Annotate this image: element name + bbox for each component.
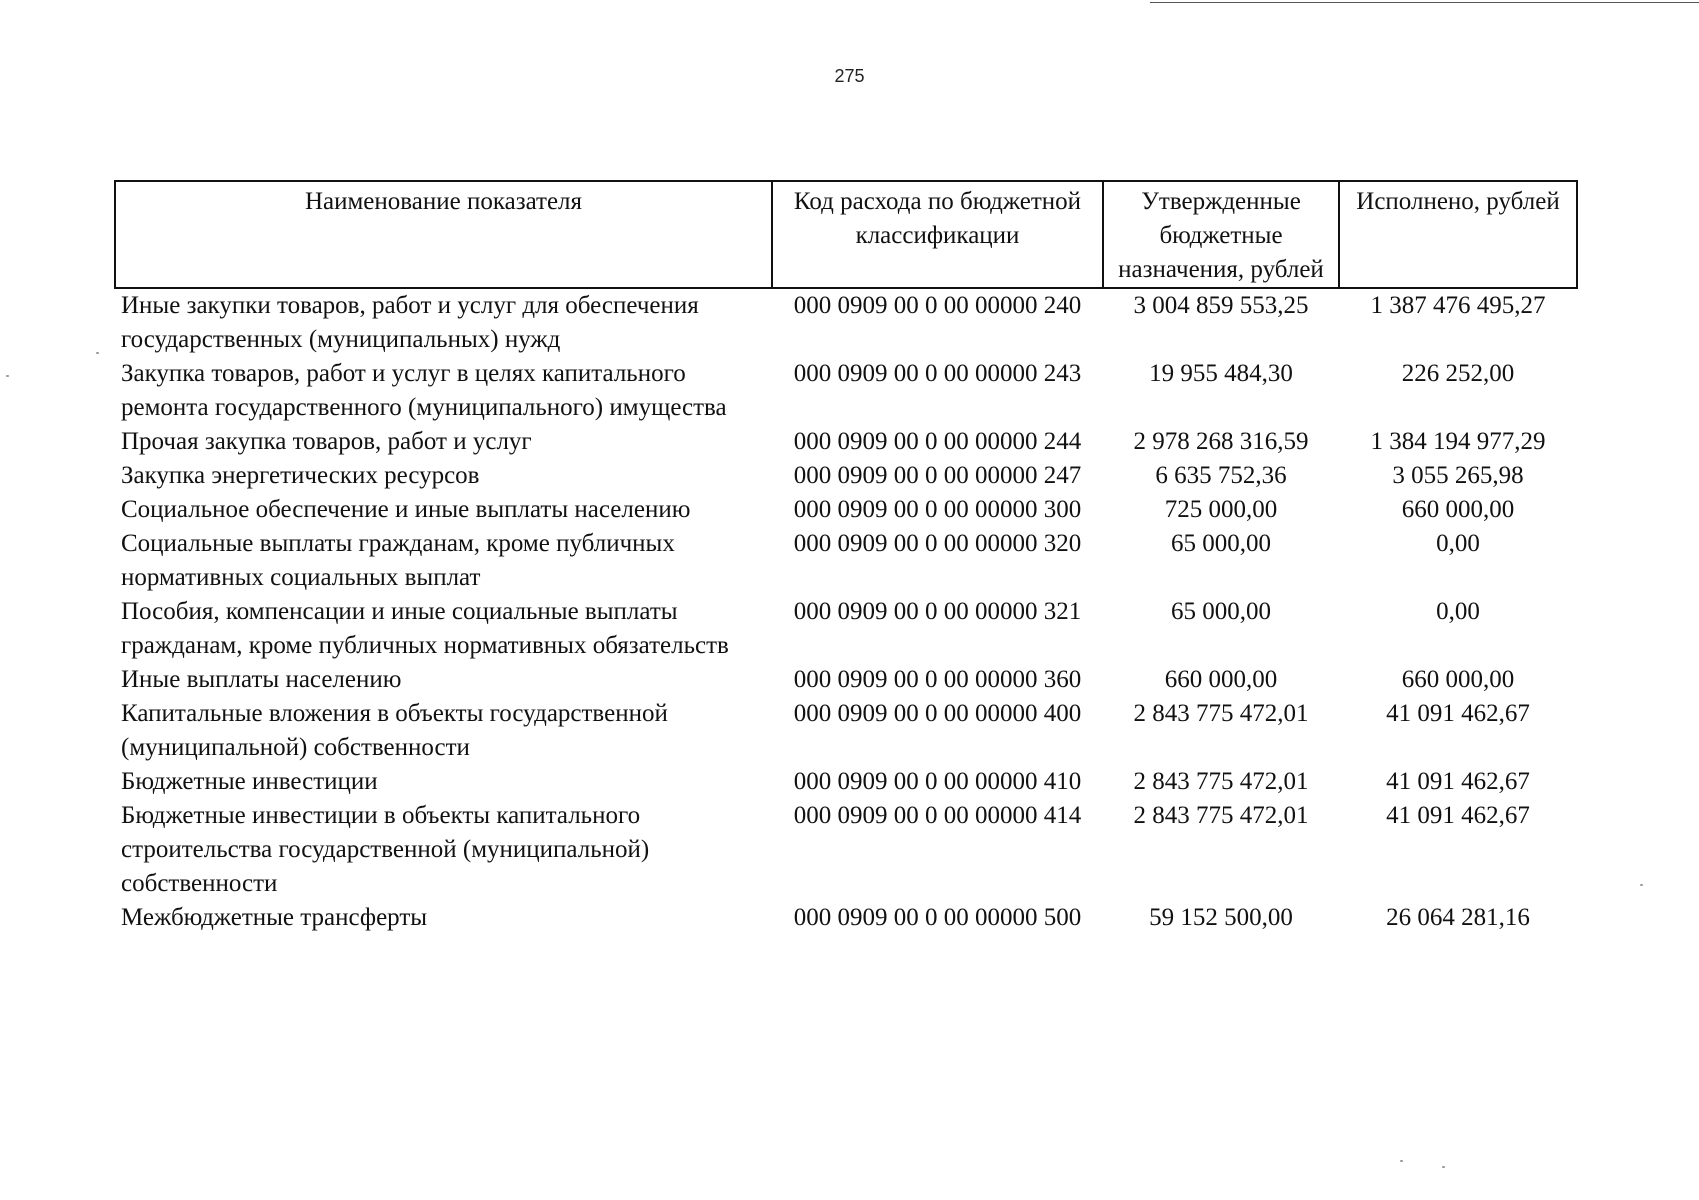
row-code: 000 0909 00 0 00 00000 500	[793, 904, 1082, 931]
row-executed: 0,00	[1436, 530, 1480, 557]
row-approved: 2 843 775 472,01	[1133, 802, 1309, 829]
row-approved: 2 978 268 316,59	[1133, 428, 1309, 455]
row-code: 000 0909 00 0 00 00000 400	[793, 700, 1082, 727]
row-executed: 226 252,00	[1401, 360, 1515, 387]
row-executed: 41 091 462,67	[1386, 700, 1530, 727]
row-name: Социальное обеспечение и иные выплаты населению	[121, 496, 691, 523]
row-name: Бюджетные инвестиции	[121, 768, 378, 795]
row-approved: 2 843 775 472,01	[1133, 768, 1309, 795]
row-name: Прочая закупка товаров, работ и услуг	[121, 428, 532, 455]
row-name: Социальные выплаты гражданам, кроме публичных нормативных социальных выплат	[121, 530, 675, 591]
row-approved: 660 000,00	[1164, 666, 1278, 693]
table-row	[115, 595, 1577, 663]
row-executed: 3 055 265,98	[1392, 462, 1524, 489]
row-approved: 6 635 752,36	[1155, 462, 1287, 489]
row-code: 000 0909 00 0 00 00000 244	[793, 428, 1082, 455]
row-name: Закупка энергетических ресурсов	[121, 462, 480, 489]
row-name: Межбюджетные трансферты	[121, 904, 428, 931]
row-name: Пособия, компенсации и иные социальные выплаты гражданам, кроме публичных нормативных обязательств	[121, 598, 729, 659]
row-approved: 19 955 484,30	[1149, 360, 1293, 387]
table-row	[115, 527, 1577, 595]
header-expense-code: Код расхода по бюджетной классификации	[772, 181, 1103, 288]
row-approved: 725 000,00	[1164, 496, 1278, 523]
row-name: Бюджетные инвестиции в объекты капитального строительства государственной (муниципальной) собственности	[121, 802, 650, 897]
row-name: Капитальные вложения в объекты государственной (муниципальной) собственности	[121, 700, 668, 761]
scan-speck	[1442, 1166, 1445, 1168]
row-code: 000 0909 00 0 00 00000 300	[793, 496, 1082, 523]
row-code: 000 0909 00 0 00 00000 414	[793, 802, 1082, 829]
table-row	[115, 697, 1577, 765]
table-header-row	[115, 181, 1577, 288]
table-row	[115, 288, 1577, 357]
header-approved-amount: Утвержденные бюджетные назначения, рублей	[1103, 181, 1339, 288]
row-code: 000 0909 00 0 00 00000 240	[793, 292, 1082, 319]
row-executed: 41 091 462,67	[1386, 768, 1530, 795]
row-executed: 660 000,00	[1401, 496, 1515, 523]
row-executed: 26 064 281,16	[1386, 904, 1530, 931]
row-name: Иные выплаты населению	[121, 666, 402, 693]
row-executed: 41 091 462,67	[1386, 802, 1530, 829]
row-approved: 3 004 859 553,25	[1133, 292, 1309, 319]
row-executed: 0,00	[1436, 598, 1480, 625]
header-indicator-name: Наименование показателя	[115, 181, 772, 288]
row-approved: 65 000,00	[1171, 530, 1271, 557]
scan-speck	[1400, 1160, 1403, 1162]
row-approved: 2 843 775 472,01	[1133, 700, 1309, 727]
page-number: 275	[834, 66, 865, 86]
table-row	[115, 459, 1577, 493]
row-code: 000 0909 00 0 00 00000 321	[793, 598, 1082, 625]
budget-execution-table	[114, 180, 1578, 935]
row-executed: 1 387 476 495,27	[1370, 292, 1546, 319]
row-approved: 59 152 500,00	[1149, 904, 1293, 931]
table-row	[115, 799, 1577, 901]
scan-speck	[1640, 884, 1643, 886]
scan-speck	[6, 375, 9, 377]
row-code: 000 0909 00 0 00 00000 320	[793, 530, 1082, 557]
table-row	[115, 663, 1577, 697]
row-executed: 1 384 194 977,29	[1370, 428, 1546, 455]
row-approved: 65 000,00	[1171, 598, 1271, 625]
header-executed-amount: Исполнено, рублей	[1339, 181, 1577, 288]
row-code: 000 0909 00 0 00 00000 360	[793, 666, 1082, 693]
row-code: 000 0909 00 0 00 00000 243	[793, 360, 1082, 387]
table-row	[115, 765, 1577, 799]
table-row	[115, 357, 1577, 425]
row-code: 000 0909 00 0 00 00000 410	[793, 768, 1082, 795]
scan-speck	[96, 352, 99, 354]
table-row	[115, 901, 1577, 935]
table-row	[115, 425, 1577, 459]
row-name: Иные закупки товаров, работ и услуг для обеспечения государственных (муниципальных) нужд	[121, 292, 699, 353]
row-name: Закупка товаров, работ и услуг в целях капитального ремонта государственного (муниципального) имущества	[121, 360, 727, 421]
row-code: 000 0909 00 0 00 00000 247	[793, 462, 1082, 489]
row-executed: 660 000,00	[1401, 666, 1515, 693]
table-row	[115, 493, 1577, 527]
scan-border-line	[1150, 2, 1699, 3]
